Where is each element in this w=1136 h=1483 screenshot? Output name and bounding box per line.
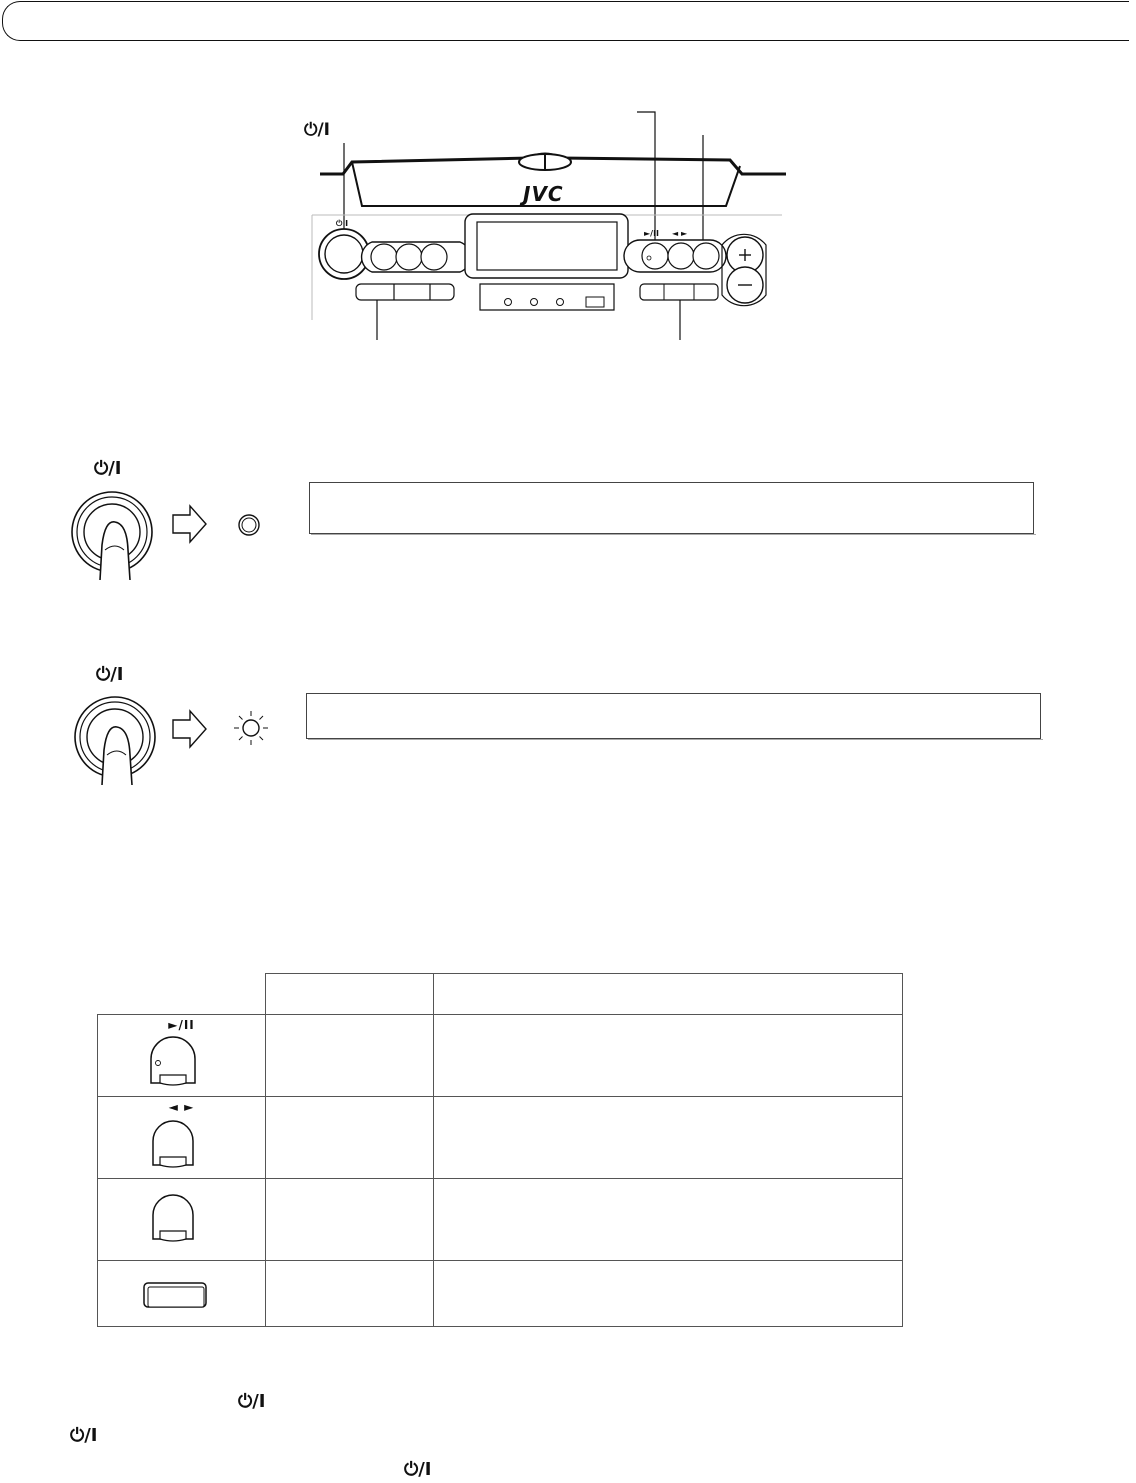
table-cell	[434, 1261, 903, 1327]
power-symbol-label: ⏻/I	[70, 1425, 98, 1446]
table-cell	[434, 1097, 903, 1179]
button-operations-table	[97, 973, 903, 1327]
table-cell	[266, 1015, 434, 1097]
table-row	[98, 1097, 903, 1179]
table-cell	[266, 1097, 434, 1179]
direction-button-icon	[150, 1121, 206, 1173]
device-direction-label: ◄ ►	[672, 229, 688, 238]
arrow-icon	[172, 505, 208, 545]
round-button-icon	[150, 1195, 206, 1251]
indicator-lit-icon	[230, 707, 272, 749]
direction-label: ◄ ►	[168, 1100, 195, 1114]
device-play-pause-label: ►/II	[644, 229, 660, 238]
table-header-cell	[434, 974, 903, 1015]
power-symbol-label: ⏻/I	[94, 458, 122, 479]
table-cell	[434, 1015, 903, 1097]
power-symbol-label: ⏻/I	[304, 120, 330, 140]
device-front-panel-illustration	[0, 0, 1136, 360]
device-power-label: ⏻ I	[336, 219, 349, 228]
table-header-row	[98, 974, 903, 1015]
table-row	[98, 1261, 903, 1327]
brand-logo: JVC	[523, 182, 564, 206]
table-row	[98, 1015, 903, 1097]
table-header-cell	[266, 974, 434, 1015]
rect-button-icon	[142, 1279, 212, 1313]
table-header-cell	[98, 974, 266, 1015]
table-icon-cell	[98, 1179, 266, 1261]
table-cell	[266, 1179, 434, 1261]
power-symbol-label: ⏻/I	[404, 1459, 432, 1480]
play-pause-button-icon	[148, 1037, 208, 1089]
power-on-callout-box	[306, 693, 1041, 739]
table-icon-cell	[98, 1097, 266, 1179]
power-symbol-label: ⏻/I	[238, 1391, 266, 1412]
arrow-icon	[172, 710, 208, 750]
table-icon-cell	[98, 1015, 266, 1097]
table-cell	[434, 1179, 903, 1261]
power-symbol-label: ⏻/I	[96, 664, 124, 685]
table-icon-cell	[98, 1261, 266, 1327]
standby-callout-box	[309, 482, 1034, 534]
table-row	[98, 1179, 903, 1261]
indicator-off-icon	[236, 512, 262, 538]
play-pause-label: ►/II	[168, 1018, 195, 1032]
table-cell	[266, 1261, 434, 1327]
